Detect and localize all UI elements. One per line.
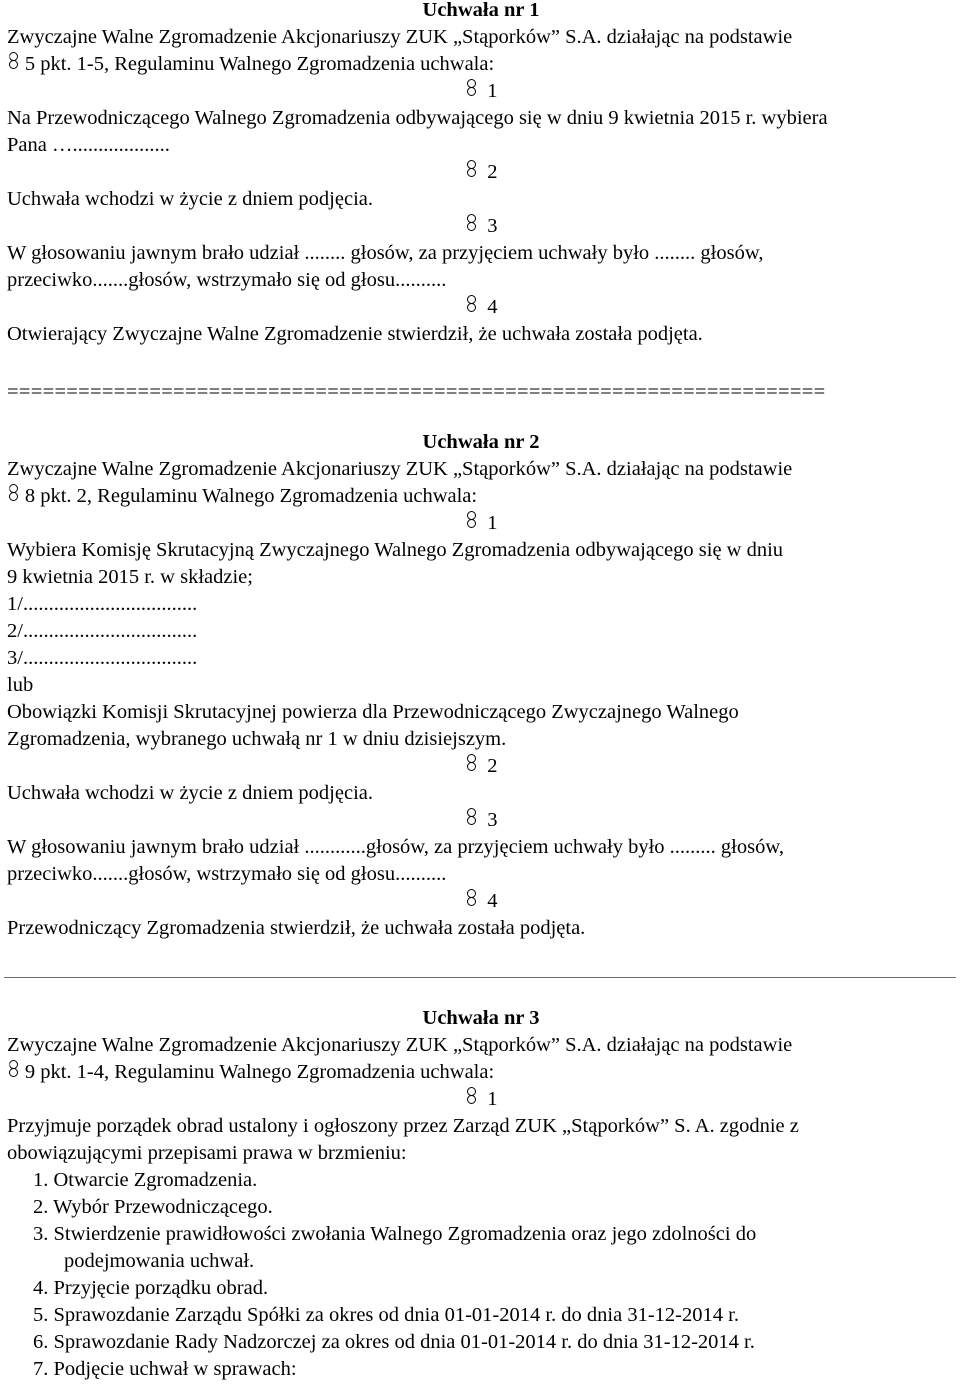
section-sign-icon bbox=[465, 1087, 478, 1108]
vote-text-line-1: W głosowaniu jawnym brało udział ............głosów, za przyjęciem uchwały było ......... głosów, bbox=[7, 836, 784, 858]
vote-text-line-1: W głosowaniu jawnym brało udział ........ głosów, za przyjęciem uchwały było ........ głosów, bbox=[7, 242, 764, 264]
resolution-2-title: Uchwała nr 2 bbox=[422, 431, 540, 453]
section-1-text-line-1: Przyjmuje porządek obrad ustalony i ogłoszony przez Zarząd ZUK „Stąporków” S. A. zgodnie z bbox=[7, 1115, 799, 1137]
section-sign-icon bbox=[465, 808, 478, 829]
closing-text: Przewodniczący Zgromadzenia stwierdził, że uchwała została podjęta. bbox=[7, 917, 586, 939]
section-number: 1 bbox=[487, 1088, 498, 1110]
section-number: 1 bbox=[487, 512, 498, 534]
alternative-text-line-2: Zgromadzenia, wybranego uchwałą nr 1 w dniu dzisiejszym. bbox=[7, 728, 507, 750]
closing-text: Otwierający Zwyczajne Walne Zgromadzenie stwierdził, że uchwała została podjęta. bbox=[7, 323, 703, 345]
assembly-line: Zwyczajne Walne Zgromadzenie Akcjonariuszy ZUK „Stąporków” S.A. działając na podstawie bbox=[7, 1034, 793, 1056]
section-sign-icon bbox=[465, 295, 478, 316]
resolution-3-title: Uchwała nr 3 bbox=[422, 1007, 540, 1029]
section-number: 4 bbox=[487, 890, 498, 912]
section-number: 3 bbox=[487, 809, 498, 831]
section-1-heading bbox=[7, 510, 955, 537]
resolution-1 bbox=[7, 0, 955, 348]
agenda-item: 6. Sprawozdanie Rady Nadzorczej za okres od dnia 01-01-2014 r. do dnia 31-12-2014 r. bbox=[33, 1331, 755, 1353]
section-1-heading bbox=[7, 1086, 955, 1113]
agenda-item: 1. Otwarcie Zgromadzenia. bbox=[33, 1169, 258, 1191]
section-1-text-line-1: Wybiera Komisję Skrutacyjną Zwyczajnego Walnego Zgromadzenia odbywającego się w dniu bbox=[7, 539, 784, 561]
member-3-line: 3/.................................. bbox=[7, 647, 198, 669]
member-1-line: 1/.................................. bbox=[7, 593, 198, 615]
section-1-text-line-1: Na Przewodniczącego Walnego Zgromadzenia odbywającego się w dniu 9 kwietnia 2015 r. wybiera bbox=[7, 107, 828, 129]
section-sign-icon bbox=[7, 1060, 20, 1081]
in-force-text: Uchwała wchodzi w życie z dniem podjęcia. bbox=[7, 782, 373, 804]
section-sign-icon bbox=[465, 214, 478, 235]
section-number: 3 bbox=[487, 215, 498, 237]
section-number: 2 bbox=[487, 161, 498, 183]
resolution-2 bbox=[7, 429, 955, 942]
legal-basis-line bbox=[7, 51, 955, 78]
section-sign-icon bbox=[465, 160, 478, 181]
agenda-item: 2. Wybór Przewodniczącego. bbox=[33, 1196, 273, 1218]
legal-basis-line bbox=[7, 1059, 955, 1086]
legal-basis-text: 5 pkt. 1-5, Regulaminu Walnego Zgromadzenia uchwala: bbox=[24, 53, 495, 75]
section-number: 4 bbox=[487, 296, 498, 318]
legal-basis-text: 9 pkt. 1-4, Regulaminu Walnego Zgromadzenia uchwala: bbox=[24, 1061, 495, 1083]
legal-basis-line bbox=[7, 483, 955, 510]
section-3-heading bbox=[7, 213, 955, 240]
assembly-line: Zwyczajne Walne Zgromadzenie Akcjonariuszy ZUK „Stąporków” S.A. działając na podstawie bbox=[7, 458, 793, 480]
separator-line: ===================================================================== bbox=[7, 381, 826, 403]
agenda-item: 5. Sprawozdanie Zarządu Spółki za okres od dnia 01-01-2014 r. do dnia 31-12-2014 r. bbox=[33, 1304, 739, 1326]
section-3-heading bbox=[7, 807, 955, 834]
agenda-item: 3. Stwierdzenie prawidłowości zwołania Walnego Zgromadzenia oraz jego zdolności do bbox=[33, 1223, 757, 1245]
agenda-item-continuation: podejmowania uchwał. bbox=[64, 1250, 255, 1272]
section-1-text-line-2: obowiązującymi przepisami prawa w brzmieniu: bbox=[7, 1142, 407, 1164]
member-2-line: 2/.................................. bbox=[7, 620, 198, 642]
legal-basis-text: 8 pkt. 2, Regulaminu Walnego Zgromadzenia uchwala: bbox=[24, 485, 478, 507]
section-1-text-line-2: 9 kwietnia 2015 r. w składzie; bbox=[7, 566, 253, 588]
section-sign-icon bbox=[465, 79, 478, 100]
section-number: 2 bbox=[487, 755, 498, 777]
section-sign-icon bbox=[465, 511, 478, 532]
section-sign-icon bbox=[7, 484, 20, 505]
section-4-heading bbox=[7, 294, 955, 321]
alternative-text-line-1: Obowiązki Komisji Skrutacyjnej powierza dla Przewodniczącego Zwyczajnego Walnego bbox=[7, 701, 739, 723]
assembly-line: Zwyczajne Walne Zgromadzenie Akcjonariuszy ZUK „Stąporków” S.A. działając na podstawie bbox=[7, 26, 793, 48]
resolution-1-title: Uchwała nr 1 bbox=[422, 0, 540, 21]
section-1-text-line-2: Pana …................... bbox=[7, 134, 170, 156]
section-2-heading bbox=[7, 159, 955, 186]
agenda-item: 4. Przyjęcie porządku obrad. bbox=[33, 1277, 269, 1299]
section-sign-icon bbox=[465, 754, 478, 775]
or-text: lub bbox=[7, 674, 34, 696]
section-2-heading bbox=[7, 753, 955, 780]
horizontal-rule bbox=[4, 977, 956, 978]
in-force-text: Uchwała wchodzi w życie z dniem podjęcia. bbox=[7, 188, 373, 210]
section-sign-icon bbox=[7, 52, 20, 73]
section-number: 1 bbox=[487, 80, 498, 102]
vote-text-line-2: przeciwko.......głosów, wstrzymało się od głosu.......... bbox=[7, 863, 447, 885]
resolution-3 bbox=[7, 1005, 955, 1383]
agenda-item: 7. Podjęcie uchwał w sprawach: bbox=[33, 1358, 297, 1380]
section-1-heading bbox=[7, 78, 955, 105]
section-4-heading bbox=[7, 888, 955, 915]
vote-text-line-2: przeciwko.......głosów, wstrzymało się od głosu.......... bbox=[7, 269, 447, 291]
agenda-list bbox=[7, 1167, 955, 1383]
section-sign-icon bbox=[465, 889, 478, 910]
